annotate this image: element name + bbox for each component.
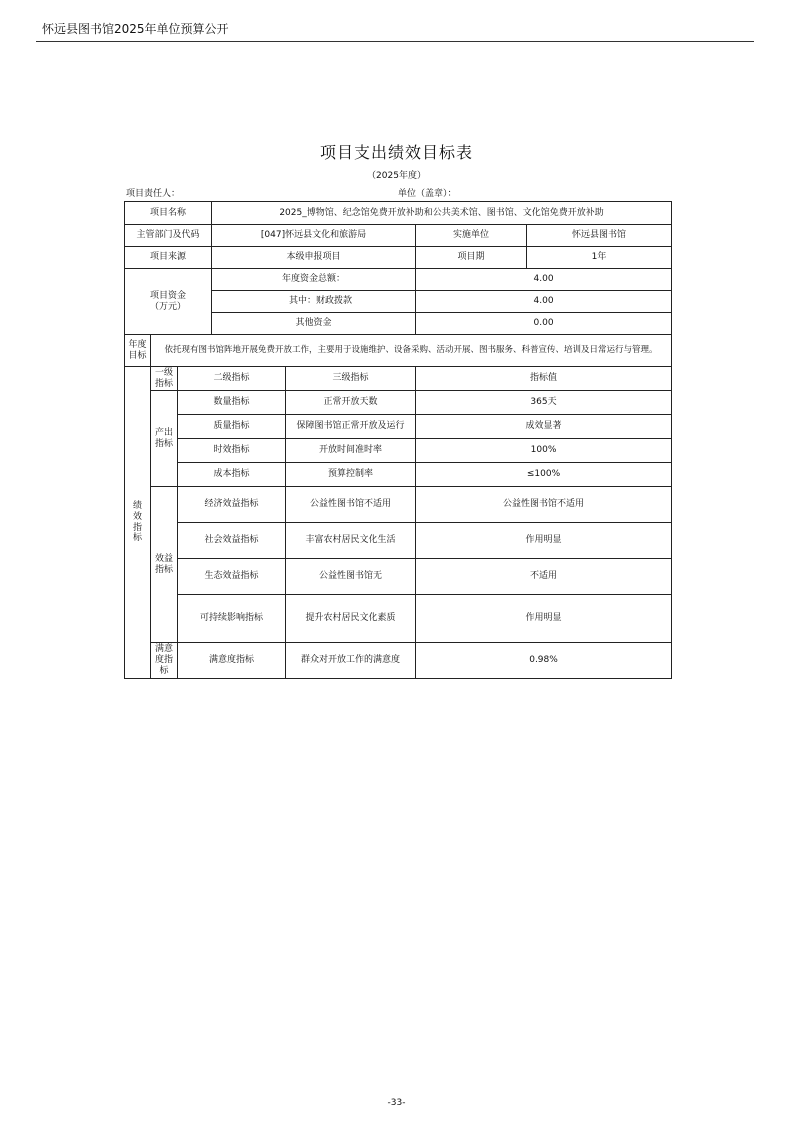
annual-goal-label [125, 335, 151, 367]
project-name-row [125, 202, 672, 225]
page-number: -33- [387, 1098, 406, 1108]
level3-cell: 正常开放天数 [286, 391, 416, 415]
table-row [125, 415, 672, 439]
perf-char-1: 绩 [132, 500, 142, 511]
project-period-label: 项目期 [416, 247, 527, 269]
funds-fiscal-label: 其中：财政拨款 [212, 291, 416, 313]
project-funds-label-line2: （万元） [149, 301, 186, 312]
page-header [36, 18, 754, 42]
project-name-value: 2025_博物馆、纪念馆免费开放补助和公共美术馆、图书馆、文化馆免费开放补助 [212, 202, 672, 225]
project-funds-label-line1: 项目资金 [149, 290, 186, 301]
perf-char-2: 效 [132, 511, 142, 522]
project-funds-label [125, 269, 212, 335]
level2-cell: 成本指标 [178, 463, 286, 487]
satisfaction-label-line2: 度指 [154, 655, 173, 666]
responsible-person-label: 项目责任人： [126, 189, 181, 199]
table-row [125, 595, 672, 643]
table-row [125, 523, 672, 559]
level2-cell: 质量指标 [178, 415, 286, 439]
funds-other-value: 0.00 [416, 313, 672, 335]
unit-seal-label: 单位（盖章）： [398, 189, 457, 199]
department-label: 主管部门及代码 [125, 225, 212, 247]
header-title: 怀远县图书馆2025年单位预算公开 [42, 22, 229, 36]
level3-cell: 丰富农村居民文化生活 [286, 523, 416, 559]
level2-cell: 经济效益指标 [178, 487, 286, 523]
project-source-label: 项目来源 [125, 247, 212, 269]
table-row [125, 439, 672, 463]
level2-cell: 社会效益指标 [178, 523, 286, 559]
table-row [125, 559, 672, 595]
table-row [125, 487, 672, 523]
level3-cell: 公益性图书馆无 [286, 559, 416, 595]
level3-header: 三级指标 [286, 367, 416, 391]
project-source-value: 本级申报项目 [212, 247, 416, 269]
value-cell: 成效显著 [416, 415, 672, 439]
project-period-value: 1年 [527, 247, 672, 269]
performance-target-table [124, 201, 672, 679]
value-cell: 公益性图书馆不适用 [416, 487, 672, 523]
level3-cell: 保障图书馆正常开放及运行 [286, 415, 416, 439]
benefit-indicator-label [151, 487, 178, 643]
department-value: [047]怀远县文化和旅游局 [212, 225, 416, 247]
value-cell: 作用明显 [416, 523, 672, 559]
level1-header [151, 367, 178, 391]
value-cell: 0.98% [416, 643, 672, 679]
level3-cell: 提升农村居民文化素质 [286, 595, 416, 643]
satisfaction-indicator-label [151, 643, 178, 679]
funds-fiscal-value: 4.00 [416, 291, 672, 313]
satisfaction-label-line3: 标 [159, 665, 169, 676]
level2-cell: 满意度指标 [178, 643, 286, 679]
implementing-unit-label: 实施单位 [416, 225, 527, 247]
funds-other-label: 其他资金 [212, 313, 416, 335]
perf-char-4: 标 [132, 533, 142, 544]
annual-goal-row [125, 335, 672, 367]
project-source-row [125, 247, 672, 269]
value-cell: ≤100% [416, 463, 672, 487]
document-title: 项目支出绩效目标表 [319, 143, 473, 162]
indicator-value-header: 指标值 [416, 367, 672, 391]
level3-cell: 群众对开放工作的满意度 [286, 643, 416, 679]
table-row [125, 391, 672, 415]
table-row [125, 463, 672, 487]
output-label-line1: 产出 [154, 427, 173, 438]
level2-cell: 时效指标 [178, 439, 286, 463]
output-indicator-label [151, 391, 178, 487]
performance-indicator-label [125, 367, 151, 679]
level2-cell: 可持续影响指标 [178, 595, 286, 643]
level3-cell: 开放时间准时率 [286, 439, 416, 463]
value-cell: 100% [416, 439, 672, 463]
satisfaction-label-line1: 满意 [154, 644, 173, 655]
level2-cell: 数量指标 [178, 391, 286, 415]
output-label-line2: 指标 [154, 438, 173, 449]
indicator-header-row [125, 367, 672, 391]
value-cell: 作用明显 [416, 595, 672, 643]
level3-cell: 预算控制率 [286, 463, 416, 487]
funds-total-value: 4.00 [416, 269, 672, 291]
perf-char-3: 指 [132, 522, 142, 533]
annual-goal-label-line2: 目标 [128, 350, 147, 361]
level1-header-line1: 一级 [154, 367, 173, 378]
annual-goal-value: 依托现有图书馆阵地开展免费开放工作，主要用于设施维护、设备采购、活动开展、图书服务、科普宣传、培训及日常运行与管理。 [151, 335, 672, 367]
value-cell: 365天 [416, 391, 672, 415]
annual-goal-label-line1: 年度 [128, 339, 147, 350]
benefit-label-line2: 指标 [154, 564, 173, 575]
document-year: （2025年度） [367, 171, 426, 181]
project-name-label: 项目名称 [125, 202, 212, 225]
level2-cell: 生态效益指标 [178, 559, 286, 595]
funds-total-label: 年度资金总额： [212, 269, 416, 291]
funds-total-row [125, 269, 672, 291]
implementing-unit-value: 怀远县图书馆 [527, 225, 672, 247]
table-row [125, 643, 672, 679]
level2-header: 二级指标 [178, 367, 286, 391]
value-cell: 不适用 [416, 559, 672, 595]
department-row [125, 225, 672, 247]
level1-header-line2: 指标 [154, 378, 173, 389]
benefit-label-line1: 效益 [154, 553, 173, 564]
level3-cell: 公益性图书馆不适用 [286, 487, 416, 523]
